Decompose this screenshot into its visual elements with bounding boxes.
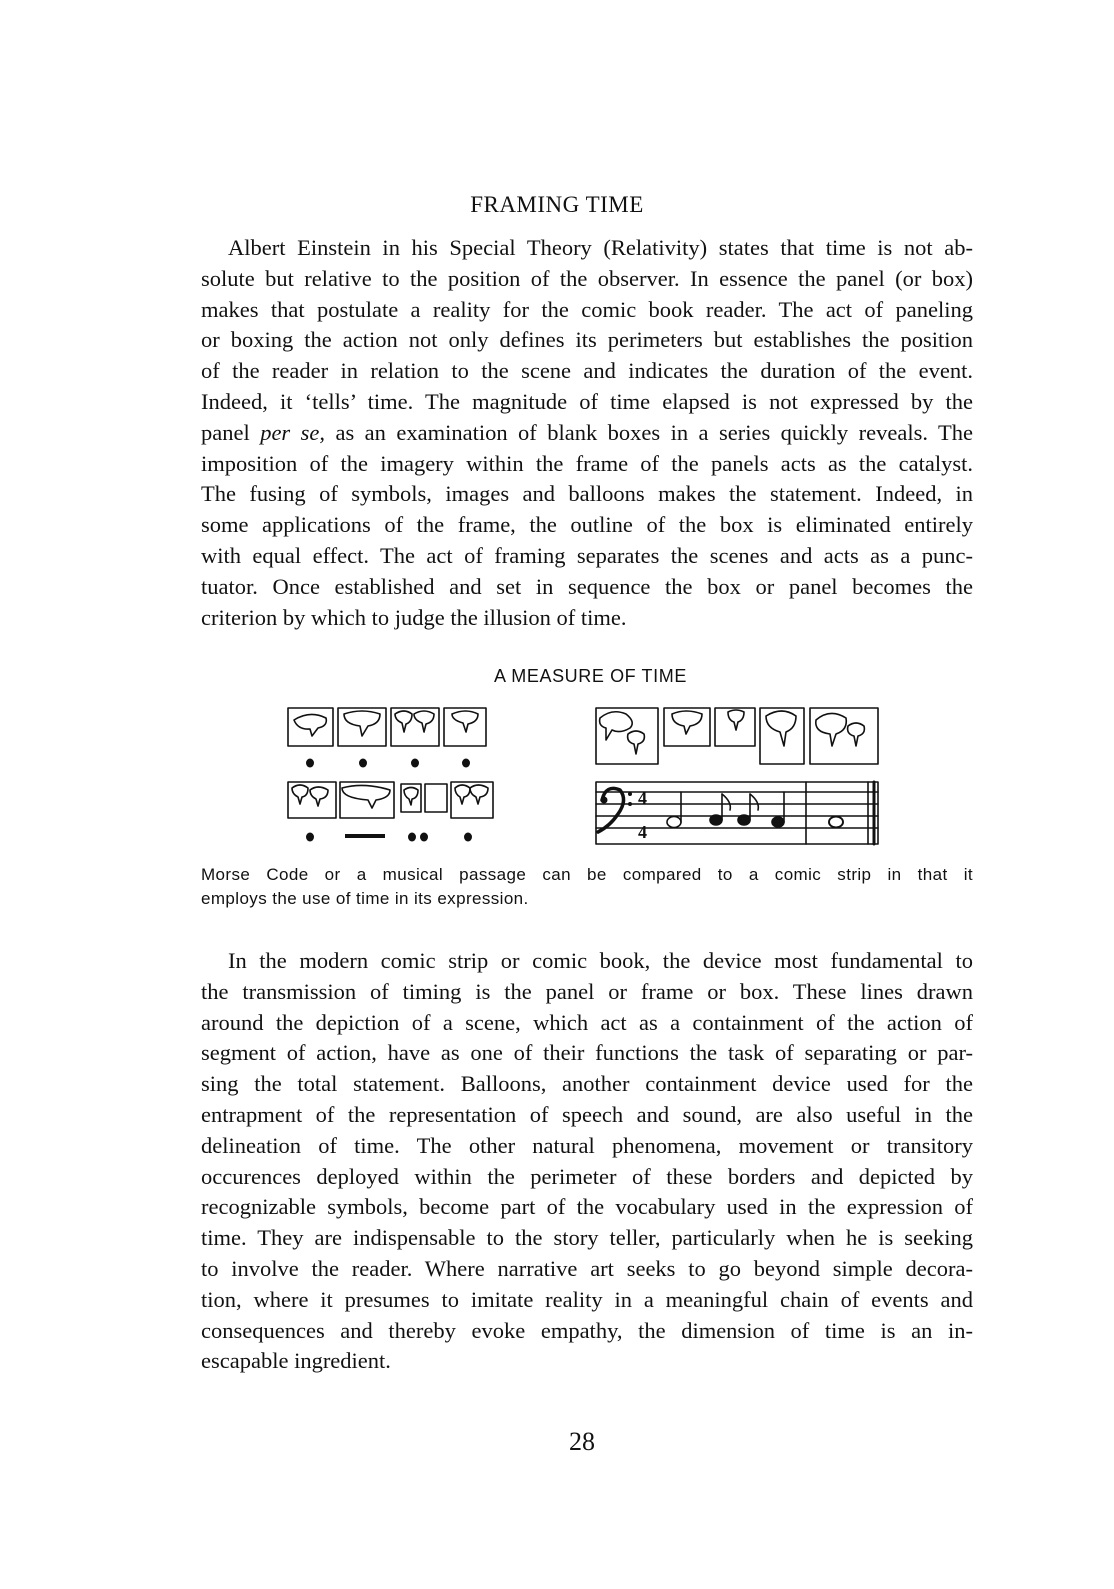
time-signature-top: 4 [638,788,647,808]
speech-balloon [728,710,744,730]
text-line: escapable ingredient. [201,1348,391,1374]
morse-dot [359,759,367,768]
comic-strip-panels [596,708,878,764]
text-line: Morse Code or a musical passage can be compared to a comic strip in that it [201,865,973,884]
text-line: time. They are indispensable to the story teller, particularly when he is seeking [201,1225,973,1251]
speech-balloon [294,714,326,736]
text-line: some applications of the frame, the outline of the box is eliminated entirely [201,512,973,538]
text-line: In the modern comic strip or comic book, the device most fundamental to [228,948,973,973]
morse-dot [462,759,470,768]
morse-dot [408,833,416,842]
morse-dot [464,833,472,842]
half-note [667,817,681,828]
measure-of-time-illustration [280,698,890,850]
text-line: Indeed, it ‘tells’ time. The magnitude of time elapsed is not expressed by the [201,388,973,414]
morse-dot [420,833,428,842]
text-line: recognizable symbols, become part of the vocabulary used in the expression of [201,1194,973,1220]
morse-code-row-top [306,759,470,768]
speech-balloon [395,711,412,732]
text-line: consequences and thereby evoke empathy, the dimension of time is an in- [201,1317,973,1343]
speech-balloon [414,711,434,732]
text-line: Albert Einstein in his Special Theory (Relativity) states that time is not ab- [228,235,973,260]
text-line: makes that postulate a reality for the comic book reader. The act of paneling [201,296,973,322]
speech-balloon [672,711,702,734]
speech-balloon [848,723,865,746]
text-line: The fusing of symbols, images and balloons makes the statement. Indeed, in [201,481,973,507]
text-line: around the depiction of a scene, which act as a containment of the action of [201,1009,973,1035]
morse-dot [411,759,419,768]
text-line: entrapment of the representation of speech and sound, are also useful in the [201,1101,973,1127]
eighth-note [710,815,722,825]
speech-balloon [342,785,390,808]
comic-panel [664,708,710,746]
paragraph-framing-time [201,233,973,633]
text-line: solute but relative to the position of the observer. In essence the panel (or box) [201,265,973,291]
figure-title: A MEASURE OF TIME [494,666,687,686]
morse-dash [345,834,385,838]
text-line: delineation of time. The other natural phenomena, movement or transitory [201,1132,973,1158]
morse-panel-strip-bottom [288,782,493,818]
text-line: occurences deployed within the perimeter of these borders and depicted by [201,1163,973,1189]
speech-balloon [452,711,478,732]
text-line: sing the total statement. Balloons, another containment device used for the [201,1071,973,1097]
time-signature-bottom: 4 [638,822,647,842]
time-signature [638,788,647,842]
bass-clef-icon [598,788,624,832]
text-line: panel per se, as an examination of blank boxes in a series quickly reveals. The [201,419,973,445]
whole-note [829,817,843,828]
text-line: with equal effect. The act of framing separates the scenes and acts as a punc- [201,542,973,568]
morse-code-row-bottom [306,833,472,842]
text-line: tuator. Once established and set in sequence the box or panel becomes the [201,573,973,599]
morse-dot [306,759,314,768]
speech-balloon [816,713,847,746]
page-number: 28 [569,1427,595,1456]
speech-balloon [470,785,488,804]
speech-balloon [292,785,308,804]
comic-panel [288,782,336,818]
paragraph-modern-comic [201,946,973,1377]
speech-balloon [455,785,470,804]
text-line: segment of action, have as one of their functions the task of separating or par- [201,1040,973,1066]
quarter-note [772,817,784,827]
speech-balloon [628,731,645,754]
speech-balloon [404,788,418,806]
text-line: the transmission of timing is the panel or frame or box. These lines drawn [201,978,973,1004]
morse-panel-strip-top [288,708,486,746]
text-line: or boxing the action not only defines its perimeters but establishes the position [201,327,973,353]
text-line: criterion by which to judge the illusion of time. [201,604,627,630]
text-line: tion, where it presumes to imitate reality in a meaningful chain of events and [201,1286,973,1312]
text-line: employs the use of time in its expression. [201,889,529,908]
speech-balloon [766,711,796,746]
page-heading: FRAMING TIME [470,192,644,217]
comic-panel [425,784,447,812]
text-line: to involve the reader. Where narrative art seeks to go beyond simple decora- [201,1255,973,1281]
morse-dot [306,833,314,842]
figure-caption [201,863,973,911]
eighth-note [738,815,750,825]
speech-balloon [344,711,380,736]
speech-balloon [310,787,328,806]
text-line: imposition of the imagery within the frame of the panels acts as the catalyst. [201,450,973,476]
text-line: of the reader in relation to the scene and indicates the duration of the event. [201,358,973,384]
